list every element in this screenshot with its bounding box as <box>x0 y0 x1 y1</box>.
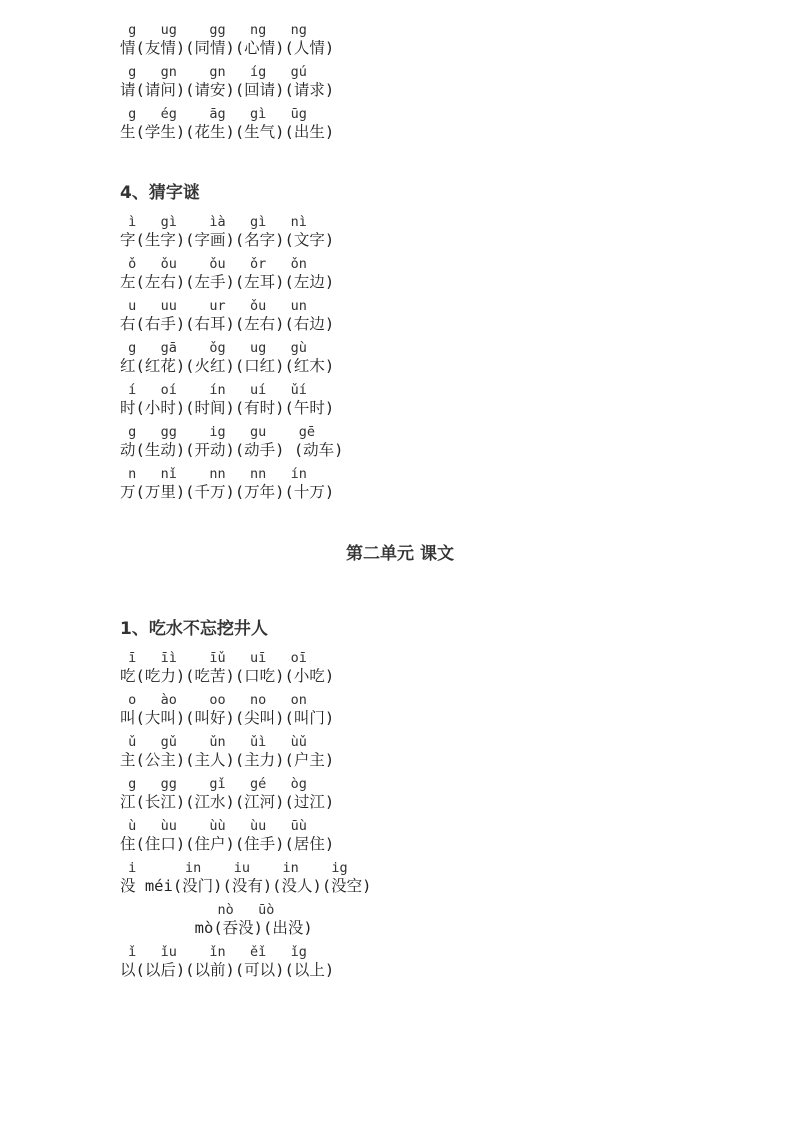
top-group-sheng <box>120 106 720 142</box>
pinyin-line: í oí ín uí ǔí <box>120 382 307 398</box>
pinyin-line: nò ūò <box>120 902 275 918</box>
pinyin-line: ǒ ǒu ǒu ǒr ǒn <box>120 256 307 272</box>
hanzi-line: 没 méi(没门)(没有)(没人)(没空) <box>120 877 372 895</box>
section-heading-riddle: 4、猜字谜 <box>120 183 200 203</box>
riddle-row-dong <box>120 424 720 460</box>
hanzi-line: 左(左右)(左手)(左耳)(左边) <box>120 273 335 291</box>
lesson-row-chi <box>120 650 720 686</box>
hanzi-line: 叫(大叫)(叫好)(尖叫)(叫门) <box>120 709 335 727</box>
section-heading-lesson1: 1、吃水不忘挖井人 <box>120 619 268 639</box>
lesson-row-zhu2 <box>120 818 720 854</box>
pinyin-line: g gn gn íg gú <box>120 64 307 80</box>
pinyin-line: g gā ǒg ug gù <box>120 340 307 356</box>
hanzi-line: 万(万里)(千万)(万年)(十万) <box>120 483 335 501</box>
hanzi-line: 吃(吃力)(吃苦)(口吃)(小吃) <box>120 667 335 685</box>
hanzi-line: 以(以后)(以前)(可以)(以上) <box>120 961 335 979</box>
pinyin-line: o ào oo no on <box>120 692 307 708</box>
riddle-row-wan <box>120 466 720 502</box>
riddle-row-zi <box>120 214 720 250</box>
hanzi-line: 生(学生)(花生)(生气)(出生) <box>120 123 335 141</box>
lesson-row-zhu <box>120 734 720 770</box>
hanzi-line: 请(请问)(请安)(回请)(请求) <box>120 81 335 99</box>
pinyin-line: u uu ur ǒu un <box>120 298 307 314</box>
hanzi-line: 江(长江)(江水)(江河)(过江) <box>120 793 335 811</box>
pinyin-line: i in iu in ig <box>120 860 348 876</box>
hanzi-line: 动(生动)(开动)(动手) (动车) <box>120 441 344 459</box>
lesson-row-mei <box>120 860 720 896</box>
pinyin-line: ù ùu ùù ùu ūù <box>120 818 307 834</box>
hanzi-line: 住(住口)(住户)(住手)(居住) <box>120 835 335 853</box>
lesson-row-yi <box>120 944 720 980</box>
riddle-row-you <box>120 298 720 334</box>
hanzi-line: 情(友情)(同情)(心情)(人情) <box>120 39 335 57</box>
pinyin-line: g gg gǐ gé òg <box>120 776 307 792</box>
lesson-row-jiang <box>120 776 720 812</box>
riddle-row-hong <box>120 340 720 376</box>
riddle-row-zuo <box>120 256 720 292</box>
pinyin-line: n nǐ nn nn ín <box>120 466 307 482</box>
pinyin-line: g ég āg gì ūg <box>120 106 307 122</box>
pinyin-line: ì gì ìà gì nì <box>120 214 307 230</box>
top-group-qing2 <box>120 64 720 100</box>
hanzi-line: 红(红花)(火红)(口红)(红木) <box>120 357 335 375</box>
hanzi-line: 右(右手)(右耳)(左右)(右边) <box>120 315 335 333</box>
pinyin-line: g ug gg ng ng <box>120 22 307 38</box>
riddle-row-shi <box>120 382 720 418</box>
hanzi-line: 字(生字)(字画)(名字)(文字) <box>120 231 335 249</box>
pinyin-line: g gg ig gu gē <box>120 424 316 440</box>
lesson-row-jiao <box>120 692 720 728</box>
pinyin-line: ǐ ǐu ǐn ěǐ ǐg <box>120 944 307 960</box>
hanzi-line: 主(公主)(主人)(主力)(户主) <box>120 751 335 769</box>
pinyin-line: ī īì īǔ uī oī <box>120 650 307 666</box>
lesson-row-mo <box>120 902 720 938</box>
unit-title: 第二单元 课文 <box>346 544 454 564</box>
hanzi-line: mò(吞没)(出没) <box>120 919 313 937</box>
hanzi-line: 时(小时)(时间)(有时)(午时) <box>120 399 335 417</box>
top-group-qing <box>120 22 720 58</box>
pinyin-line: ǔ gǔ ǔn ǔì ùǔ <box>120 734 307 750</box>
